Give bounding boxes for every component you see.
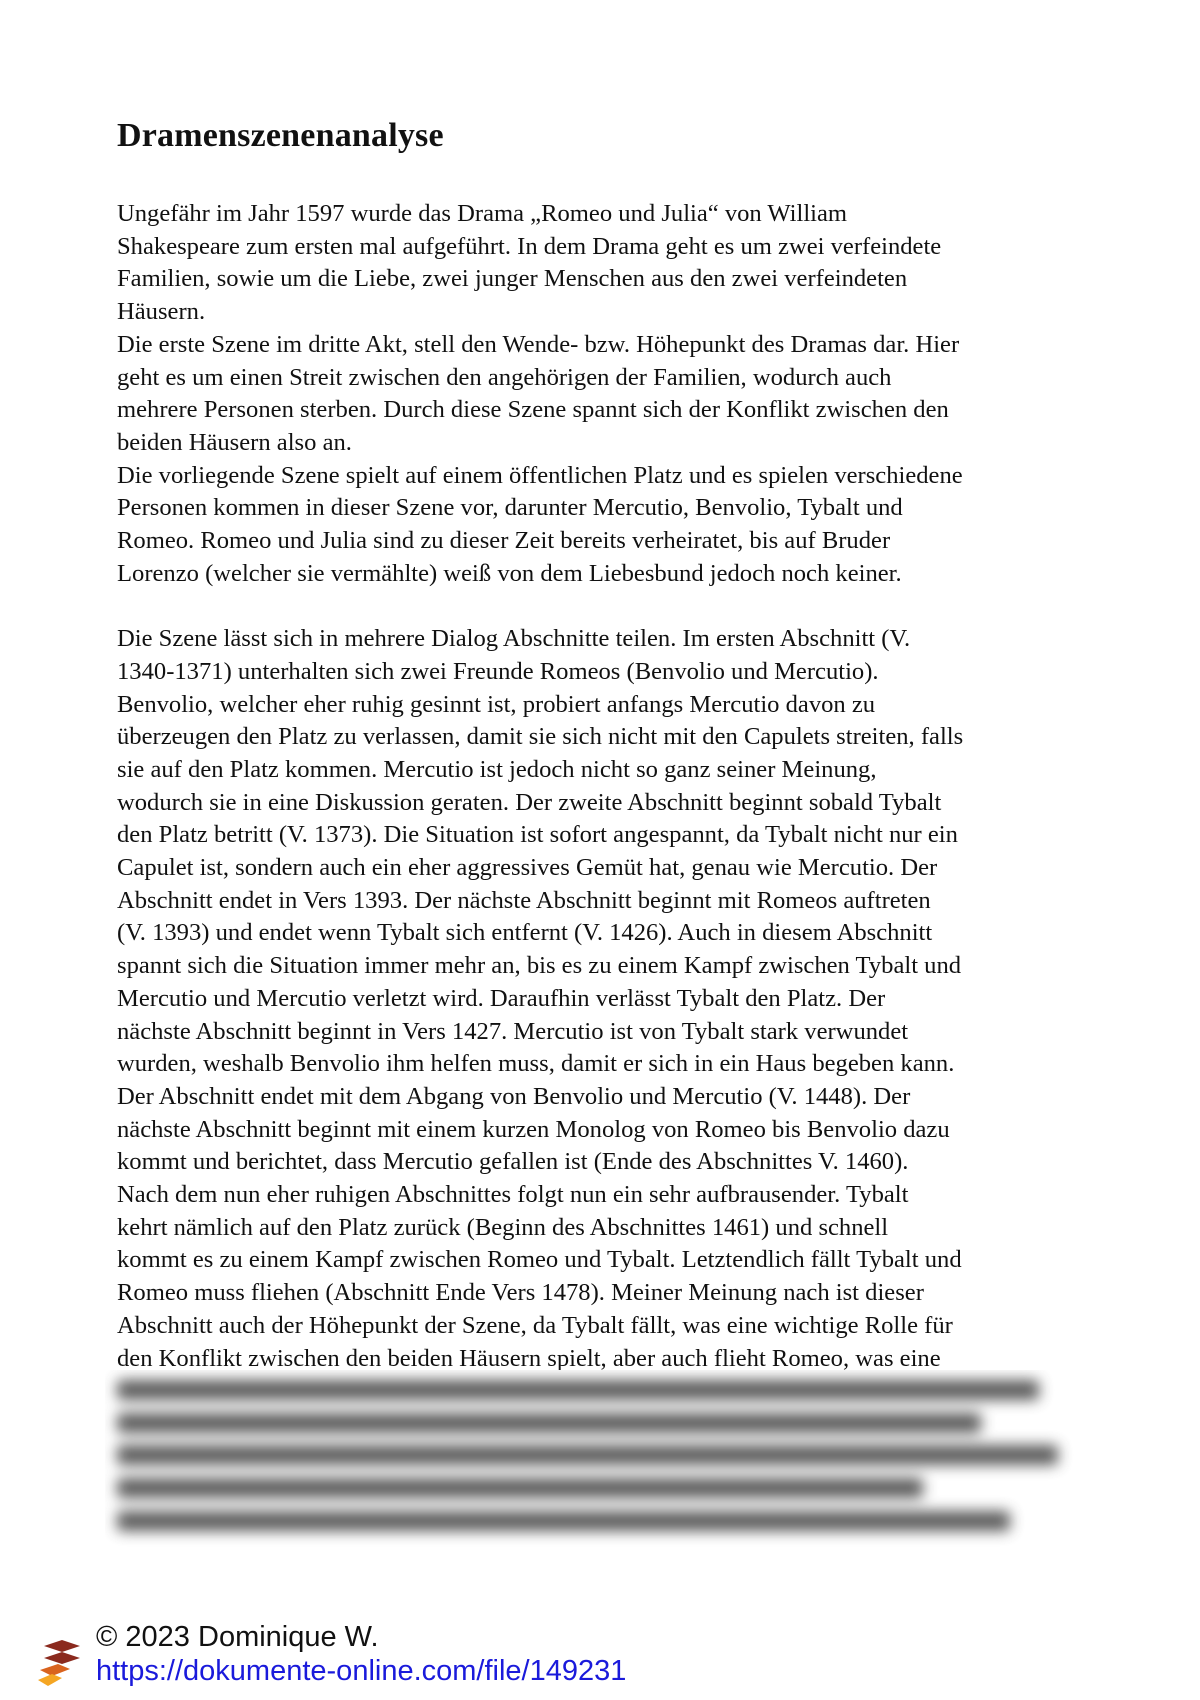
stacked-diamonds-logo-icon — [36, 1636, 86, 1692]
text-line: Abschnitt auch der Höhepunkt der Szene, da Tybalt fällt, was eine wichtige Rolle für — [117, 1311, 953, 1339]
text-line: Der Abschnitt endet mit dem Abgang von Benvolio und Mercutio (V. 1448). Der — [117, 1082, 911, 1110]
text-line: nächste Abschnitt beginnt in Vers 1427. Mercutio ist von Tybalt stark verwundet — [117, 1017, 909, 1045]
footer-copyright: © 2023 Dominique W. — [96, 1621, 379, 1653]
text-line: (V. 1393) und endet wenn Tybalt sich entfernt (V. 1426). Auch in diesem Abschnitt — [117, 919, 933, 947]
text-line: kommt es zu einem Kampf zwischen Romeo und Tybalt. Letztendlich fällt Tybalt und — [117, 1246, 962, 1274]
text-line: mehrere Personen sterben. Durch diese Szene spannt sich der Konflikt zwischen den — [117, 396, 949, 424]
text-line: Familien, sowie um die Liebe, zwei junger Menschen aus den zwei verfeindeten — [117, 265, 908, 293]
text-line: kommt und berichtet, dass Mercutio gefallen ist (Ende des Abschnittes V. 1460). — [117, 1148, 909, 1176]
text-line: nächste Abschnitt beginnt mit einem kurzen Monolog von Romeo bis Benvolio dazu — [117, 1115, 950, 1143]
text-line: spannt sich die Situation immer mehr an, bis es zu einem Kampf zwischen Tybalt und — [117, 952, 962, 980]
text-line: Mercutio und Mercutio verletzt wird. Daraufhin verlässt Tybalt den Platz. Der — [117, 984, 886, 1012]
text-line: wodurch sie in eine Diskussion geraten. Der zweite Abschnitt beginnt sobald Tybalt — [117, 788, 942, 816]
text-line: Personen kommen in dieser Szene vor, darunter Mercutio, Benvolio, Tybalt und — [117, 494, 903, 522]
text-line: Romeo. Romeo und Julia sind zu dieser Zeit bereits verheiratet, bis auf Bruder — [117, 527, 891, 555]
text-line: Nach dem nun eher ruhigen Abschnittes folgt nun ein sehr aufbrausender. Tybalt — [117, 1181, 909, 1209]
blurred-text-placeholder — [117, 1380, 1077, 1543]
text-line: wurden, weshalb Benvolio ihm helfen muss, damit er sich in ein Haus begeben kann. — [117, 1050, 955, 1078]
text-line: Häusern. — [117, 298, 206, 326]
text-line: Abschnitt endet in Vers 1393. Der nächste Abschnitt beginnt mit Romeos auftreten — [117, 886, 931, 914]
footer — [36, 1620, 936, 1700]
text-line: beiden Häusern also an. — [117, 428, 352, 456]
text-line: Die Szene lässt sich in mehrere Dialog Abschnitte teilen. Im ersten Abschnitt (V. — [117, 625, 911, 653]
text-line: Romeo muss fliehen (Abschnitt Ende Vers 1478). Meiner Meinung nach ist dieser — [117, 1279, 924, 1307]
text-line: den Platz betritt (V. 1373). Die Situation ist sofort angespannt, da Tybalt nicht nur ein — [117, 821, 958, 849]
document-body — [117, 198, 1102, 1370]
text-line: sie auf den Platz kommen. Mercutio ist jedoch nicht so ganz seiner Meinung, — [117, 755, 877, 783]
text-line: Lorenzo (welcher sie vermählte) weiß von dem Liebesbund jedoch noch keiner. — [117, 559, 902, 587]
text-line: Capulet ist, sondern auch ein eher aggressives Gemüt hat, genau wie Mercutio. Der — [117, 854, 938, 882]
text-line: 1340-1371) unterhalten sich zwei Freunde Romeos (Benvolio und Mercutio). — [117, 657, 879, 685]
text-line: überzeugen den Platz zu verlassen, damit sie sich nicht mit den Capulets streiten, falls — [117, 723, 964, 751]
blurred-preview-region — [105, 1370, 1105, 1560]
text-line: kehrt nämlich auf den Platz zurück (Beginn des Abschnittes 1461) und schnell — [117, 1213, 889, 1241]
text-line: den Konflikt zwischen den beiden Häusern spielt, aber auch flieht Romeo, was eine — [117, 1344, 941, 1370]
document-title: Dramenszenenanalyse — [117, 117, 444, 154]
text-line: Shakespeare zum ersten mal aufgeführt. In dem Drama geht es um zwei verfeindete — [117, 232, 942, 260]
footer-document-link[interactable]: https://dokumente-online.com/file/149231 — [96, 1655, 627, 1687]
text-line: Ungefähr im Jahr 1597 wurde das Drama „Romeo und Julia“ von William — [117, 200, 848, 227]
text-line: Die erste Szene im dritte Akt, stell den Wende- bzw. Höhepunkt des Dramas dar. Hier — [117, 330, 960, 358]
text-line: Die vorliegende Szene spielt auf einem öffentlichen Platz und es spielen verschiedene — [117, 461, 963, 489]
text-line: geht es um einen Streit zwischen den angehörigen der Familien, wodurch auch — [117, 363, 892, 391]
text-line: Benvolio, welcher eher ruhig gesinnt ist, probiert anfangs Mercutio davon zu — [117, 690, 876, 718]
